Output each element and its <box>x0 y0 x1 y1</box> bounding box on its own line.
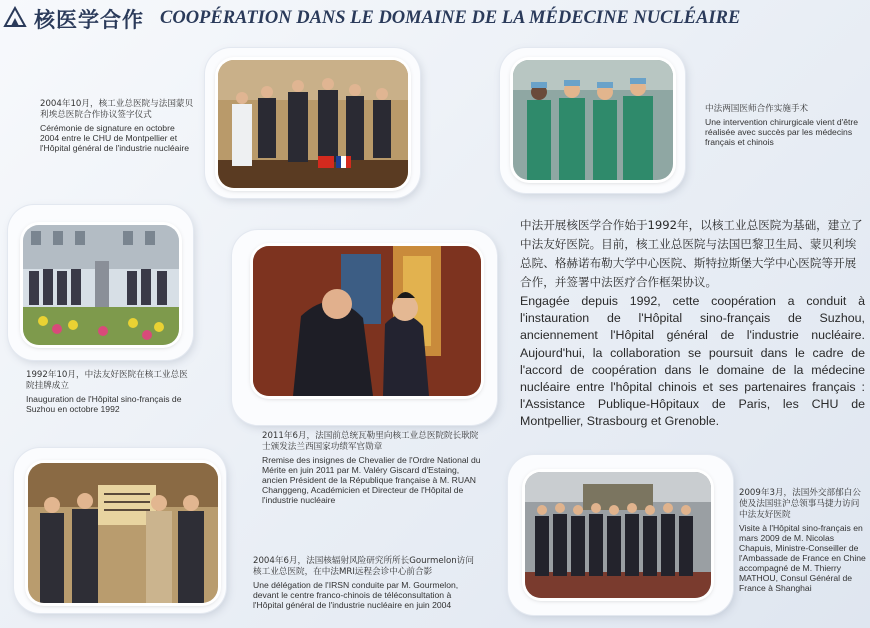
photo-irsn-delegation <box>28 463 218 603</box>
photo-surgery <box>513 60 673 180</box>
photo-consul-visit <box>525 472 711 598</box>
caption-inauguration-zh: 1992年10月，中法友好医院在核工业总医院挂牌成立 <box>26 370 188 391</box>
title-chinese: 核医学合作 <box>34 7 144 32</box>
caption-medal-fr: Rremise des insignes de Chevalier de l'Ordre National du Mérite en juin 2011 par M. Valéry Giscard d'Estaing, ancien Président de la République française à M. RUAN Changgeng, Académicien et Directeur de l'Hôpital de l'industrie nucléaire <box>262 455 481 505</box>
body-text-french: Engagée depuis 1992, cette coopération a conduit à l'instauration de l'Hôpital sino-français de Suzhou, anciennement l'Hôpital général de l'industrie nucléaire. Aujourd'hui, la collaboration se poursuit dans le cadre de l'accord de coopération dans le domaine de la médecine nucléaire entre l'hôpital chinois et ses partenaires français : l'Assistance Publique-Hôpitaux de Paris, les CHU de Montpellier, Strasbourg et Grenoble. <box>520 294 865 429</box>
caption-inauguration-fr: Inauguration de l'Hôpital sino-français de Suzhou en octobre 1992 <box>26 394 182 414</box>
title-marker-icon <box>3 6 27 28</box>
caption-consul-zh: 2009年3月，法国外交部郁白公使及法国驻沪总领事马捷力访问中法友好医院 <box>739 488 861 520</box>
caption-surgery-fr: Une intervention chirurgicale vient d'être réalisée avec succès par les médecins français et chinois <box>705 117 859 147</box>
caption-signing-fr: Cérémonie de signature en octobre 2004 entre le CHU de Montpellier et l'Hôpital général de l'industrie nucléaire <box>40 123 189 153</box>
photo-medal-ceremony <box>253 246 481 396</box>
caption-consul <box>739 488 866 593</box>
photo-inauguration <box>23 225 179 345</box>
caption-consul-fr: Visite à l'Hôpital sino-français en mars 2009 de M. Nicolas Chapuis, Ministre-Conseiller de l'Ambassade de France en Chine accompagné de M. Thierry MATHOU, Consul Général de France à Shanghai <box>739 523 866 593</box>
caption-medal-zh: 2011年6月，法国前总统瓦勒里向核工业总医院院长耿院士颁发法兰西国家功绩军官勋章 <box>262 431 479 452</box>
caption-surgery <box>705 104 865 147</box>
caption-irsn-fr: Une délégation de l'IRSN conduite par M. Gourmelon, devant le centre franco-chinois de téléconsultation à l'Hôpital général de l'industrie nucléaire en juin 2004 <box>253 580 459 610</box>
header <box>0 0 870 34</box>
caption-surgery-zh: 中法两国医师合作实施手术 <box>705 104 809 114</box>
photo-signing-ceremony <box>218 60 408 188</box>
caption-irsn-zh: 2004年6月，法国核辐射风险研究所所长Gourmelon访问核工业总医院，在中法MRI远程会诊中心前合影 <box>253 556 474 577</box>
caption-irsn <box>253 556 479 610</box>
caption-signing <box>40 99 195 153</box>
title-french: COOPÉRATION DANS LE DOMAINE DE LA MÉDECINE NUCLÉAIRE <box>160 8 741 28</box>
caption-medal <box>262 431 482 505</box>
caption-signing-zh: 2004年10月，核工业总医院与法国蒙贝利埃总医院合作协议签字仪式 <box>40 99 194 120</box>
body-text-chinese: 中法开展核医学合作始于1992年，以核工业总医院为基础，建立了中法友好医院。目前，核工业总医院与法国巴黎卫生局、蒙贝利埃总院、格赫诺布勒大学中心医院、斯特拉斯堡大学中心医院等开展合作，并签署中法医疗合作框架协议。 <box>520 218 863 289</box>
caption-inauguration <box>26 370 191 414</box>
